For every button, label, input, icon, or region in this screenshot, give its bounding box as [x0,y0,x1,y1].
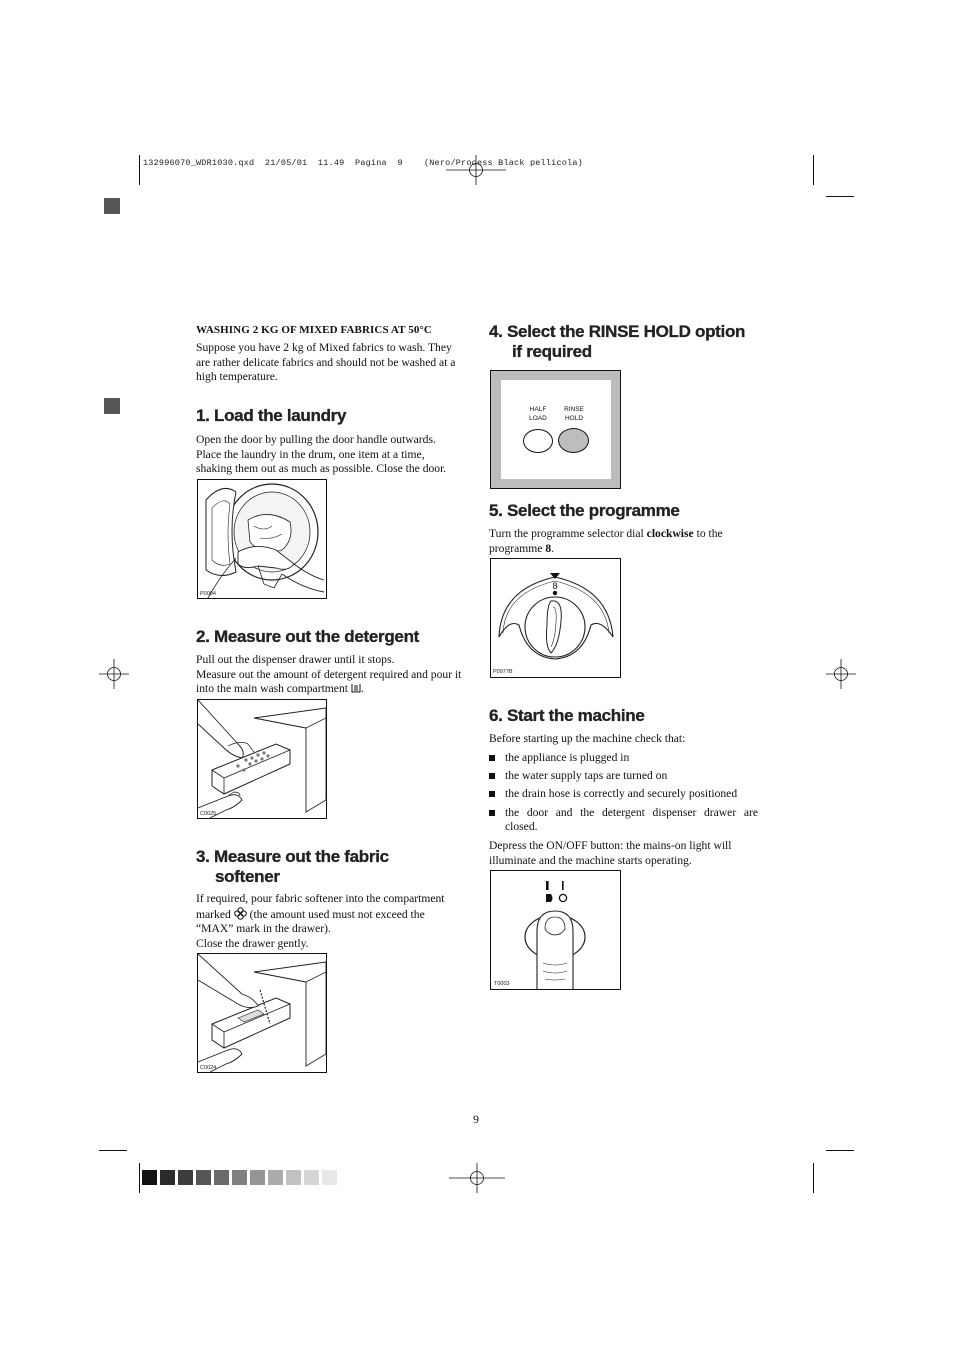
color-swatch [268,1170,283,1185]
laundry-loading-illustration [198,480,326,598]
step2-figure [197,699,327,819]
color-swatch [322,1170,337,1185]
intro-text: Suppose you have 2 kg of Mixed fabrics to wash. They are rather delicate fabrics and should not be washed at a high temperature. [196,341,456,384]
grey-marker-square [104,198,120,214]
dispenser-drawer-softener-illustration [198,954,326,1072]
programme-selector-dial-illustration [491,559,620,677]
step4-title-line1: 4. Select the RINSE HOLD option [489,322,746,341]
registration-mark-bottom [449,1163,505,1193]
color-swatch [142,1170,157,1185]
programme-number: 8 [545,541,552,555]
step3-title [196,847,389,887]
figure-code: C0025 [200,811,217,817]
dispenser-drawer-detergent-illustration [198,700,326,818]
color-swatch [160,1170,175,1185]
registration-mark-right [826,659,856,689]
step6-title: 6. Start the machine [489,706,645,725]
step5-title: 5. Select the programme [489,501,680,520]
page-number: 9 [473,1112,479,1126]
bullet-square-icon [489,773,495,779]
crop-mark [813,1163,814,1193]
on-off-button-illustration [491,871,620,989]
bullet-square-icon [489,810,495,816]
step2-line2: Measure out the amount of detergent required and pour it into the main wash compartment [196,667,462,696]
figure-code: P0977B [493,669,513,675]
crop-mark [826,1150,854,1151]
bullet-square-icon [489,755,495,761]
step3-text [196,892,460,951]
step3-text-a: If required, pour fabric softener into the compartment marked [196,892,445,921]
step3-title-line1: 3. Measure out the fabric [196,847,389,866]
step3-text-b: (the amount used must not exceed the “MAX” mark in the drawer). [196,907,425,936]
check-item: the drain hose is correctly and securely positioned [489,787,758,802]
check-item: the water supply taps are turned on [489,769,758,784]
step5-text: Turn the programme selector dial clockwise to the programme 8. [489,527,723,555]
step3-title-line2: softener [215,867,280,886]
step2-line1: Pull out the dispenser drawer until it stops. [196,653,395,666]
fabric-softener-compartment-icon [234,907,247,920]
control-panel [501,380,611,479]
step1-title: 1. Load the laundry [196,406,347,425]
intro-heading: WASHING 2 KG OF MIXED FABRICS AT 50°C [196,324,432,336]
color-swatch [214,1170,229,1185]
crop-mark [826,196,854,197]
color-swatch [286,1170,301,1185]
step6-text: Depress the ON/OFF button: the mains-on light will illuminate and the machine starts operating. [489,839,732,867]
step6-figure [490,870,621,990]
step5-figure [490,558,621,678]
left-column [196,324,462,385]
step6-intro: Before starting up the machine check that: [489,732,686,745]
step4-title-line2: if required [512,342,592,361]
check-item: the appliance is plugged in [489,751,758,766]
main-wash-compartment-icon [351,683,361,693]
step2-title: 2. Measure out the detergent [196,627,420,646]
half-load-label: HALF LOAD [529,406,547,422]
figure-code: C0024 [200,1065,217,1071]
step4-figure [490,370,621,489]
step1-text: Open the door by pulling the door handle outwards. Place the laundry in the drum, one item at a time, shaking them out as much as possible. Close the door. [196,433,447,476]
registration-mark-left [99,659,129,689]
grey-marker-square [104,398,120,414]
crop-mark [139,155,140,185]
step6-checklist [489,751,758,838]
step3-figure [197,953,327,1073]
print-slug: 132996070_WDR1030.qxd 21/05/01 11.49 Pagina 9 (Nero/Process Black pellicola) [143,158,583,168]
crop-mark [139,1163,140,1193]
step4-title [489,322,745,362]
clockwise-emphasis: clockwise [646,527,694,540]
color-swatch [250,1170,265,1185]
dial-position-label: 8 [552,581,558,591]
rinse-hold-button[interactable] [558,428,589,453]
crop-mark [813,155,814,185]
step1-figure [197,479,327,599]
color-swatch [304,1170,319,1185]
figure-code: T0003 [494,981,510,987]
color-swatch [232,1170,247,1185]
half-load-button[interactable] [523,429,553,453]
color-swatch [196,1170,211,1185]
step3-text-c: Close the drawer gently. [196,936,309,950]
check-item: the door and the detergent dispenser drawer are closed. [489,806,758,835]
bullet-square-icon [489,791,495,797]
color-swatch [178,1170,193,1185]
rinse-hold-label: RINSE HOLD [564,406,584,422]
crop-mark [99,1150,127,1151]
figure-code: P0004 [200,591,216,597]
step2-text: Pull out the dispenser drawer until it stops. Measure out the amount of detergent required and pour it into the main wash compartment . [196,653,462,696]
